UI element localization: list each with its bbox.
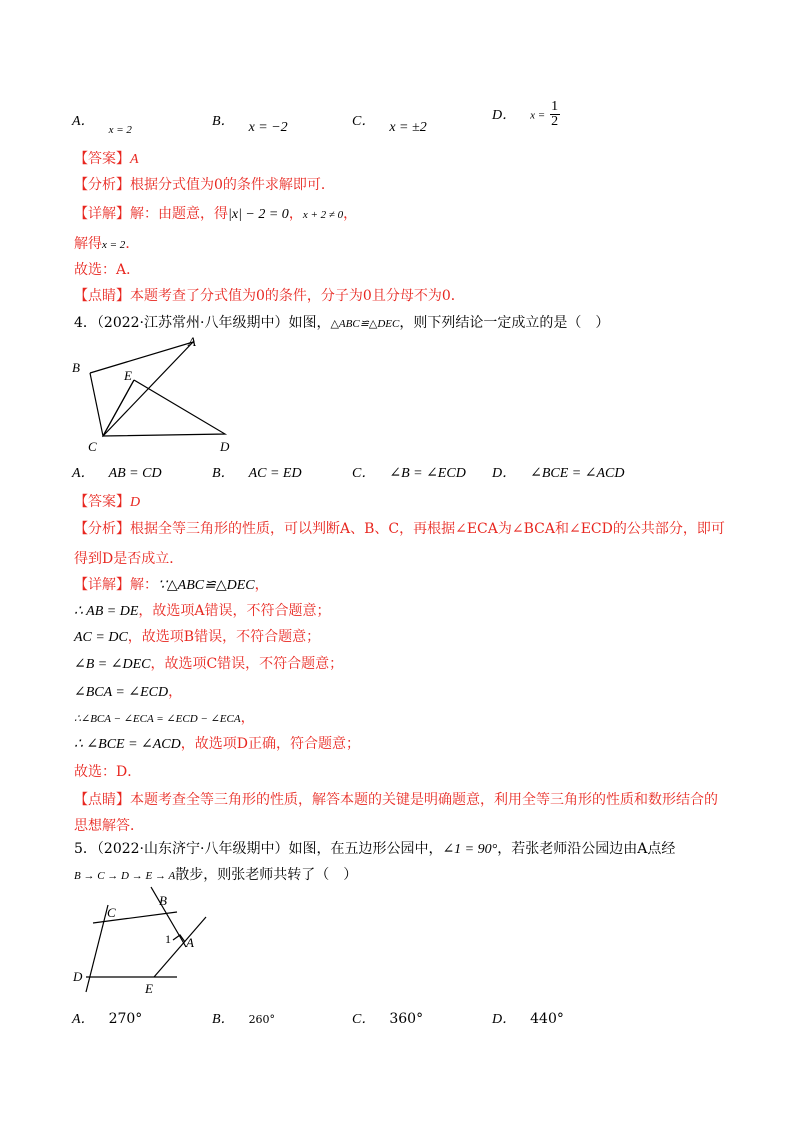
question-end: ，则下列结论一定成立的是（ ） [399, 315, 610, 331]
q4-analysis-line-2: 得到D是否成立． [74, 551, 184, 567]
step-text: ，故选项D正确，符合题意； [180, 736, 360, 752]
question-source: （2022·江苏常州·八年级期中）如图， [96, 315, 331, 331]
answer-tag: 【答案】 [74, 494, 130, 510]
option-label: D． [492, 107, 517, 123]
option-label: C． [352, 466, 376, 481]
triangle-dec [103, 380, 225, 436]
option-value-prefix: x = [530, 109, 546, 122]
right-angle-mark [173, 935, 185, 942]
label-d: D [73, 969, 83, 984]
step-equation: ∴∠BCA − ∠ECA = ∠ECD − ∠ECA [74, 713, 241, 725]
option-label: D． [492, 1012, 517, 1027]
option-label: A． [72, 466, 95, 481]
question-end: ，若张老师沿公园边由A点经 [497, 841, 676, 857]
question-equation: ∠1 = 90° [442, 842, 498, 857]
label-b: B [72, 360, 80, 375]
label-a: A [188, 334, 196, 349]
option-value: ∠BCE = ∠ACD [530, 466, 625, 481]
option-value: ∠B = ∠ECD [389, 466, 466, 481]
comment-text: 本题考查全等三角形的性质，解答本题的关键是明确题意，利用全等三角形的性质和数形结合的 [130, 792, 718, 808]
analysis-tag: 【分析】 [74, 521, 130, 537]
option-label: C． [352, 1012, 376, 1027]
question-equation: △ABC≌△DEC [330, 318, 400, 330]
detail-equation-1: |x| − 2 = 0 [228, 207, 289, 222]
detail-equation: ∵△ABC≌△DEC [158, 578, 255, 593]
option-label: A． [72, 1012, 95, 1027]
q5-option-c [352, 1008, 423, 1028]
question-number: 5． [74, 841, 97, 857]
solve-end: ． [125, 236, 140, 252]
option-value: AC = ED [248, 466, 302, 481]
solve-text: 解得 [74, 236, 102, 252]
analysis-tag: 【分析】 [74, 177, 130, 193]
q5-option-d [492, 1008, 564, 1028]
q4-option-b [212, 462, 302, 482]
detail-end: ， [254, 577, 269, 593]
option-value: 360° [389, 1011, 424, 1027]
step-text: ，故选项B错误，不符合题意； [127, 629, 321, 645]
option-label: B． [212, 114, 235, 129]
comment-tag: 【点睛】 [74, 792, 130, 808]
detail-text: 解：由题意，得 [130, 206, 228, 222]
detail-tag: 【详解】 [74, 577, 130, 593]
q3-option-c [352, 110, 427, 135]
answer-value: A [130, 152, 139, 167]
q4-detail [74, 574, 269, 594]
option-value: x = 2 [108, 124, 132, 136]
label-angle-1: 1 [165, 932, 171, 946]
label-e: E [124, 368, 132, 383]
question-end: 散步，则张老师共转了（ ） [175, 867, 358, 883]
analysis-text: 根据全等三角形的性质，可以判断A、B、C，再根据∠ECA为∠BCA和∠ECD的公共部分，即可 [130, 521, 725, 537]
step-equation: ∠BCA = ∠ECD [74, 685, 169, 700]
q3-analysis [74, 174, 335, 194]
denominator: 2 [551, 114, 559, 129]
step-equation: ∴ AB = DE [74, 604, 139, 619]
detail-tag: 【详解】 [74, 206, 130, 222]
solve-equation: x = 2 [102, 239, 126, 251]
triangle-abc [90, 342, 193, 436]
option-value: 440° [530, 1011, 564, 1027]
step-equation: AC = DC [74, 630, 128, 645]
detail-equation-2: x + 2 ≠ 0 [302, 209, 344, 221]
option-value: 260° [248, 1013, 276, 1026]
q4-option-d [492, 462, 624, 482]
option-label: D． [492, 466, 517, 481]
q5-stem-line-1 [74, 838, 675, 858]
fraction [550, 100, 560, 129]
option-label: B． [212, 466, 235, 481]
q3-option-a [72, 110, 132, 136]
option-value: AB = CD [108, 466, 162, 481]
q4-stem [74, 312, 609, 332]
step-text: ， [240, 710, 255, 726]
line-dc-extended [86, 905, 108, 992]
option-label: A． [72, 114, 95, 129]
q4-option-a [72, 462, 162, 482]
q3-detail [74, 203, 357, 223]
q4-step-5 [74, 707, 255, 727]
label-b: B [159, 893, 167, 908]
step-text: ，故选项C错误，不符合题意； [150, 656, 344, 672]
route-equation: B → C → D → E → A [74, 870, 176, 882]
label-d: D [220, 439, 230, 454]
q5-figure [65, 885, 220, 1000]
question-source: （2022·山东济宁·八年级期中）如图，在五边形公园中， [96, 841, 443, 857]
label-c: C [88, 439, 97, 454]
q3-comment [74, 285, 465, 305]
q4-analysis-line-1 [74, 518, 725, 538]
q4-comment-line-2: 思想解答． [74, 818, 144, 834]
detail-sep: ， [288, 206, 303, 222]
q4-step-1 [74, 600, 331, 620]
question-number: 4． [74, 315, 97, 331]
step-equation: ∠B = ∠DEC [74, 657, 151, 672]
q5-option-a [72, 1008, 142, 1028]
detail-end: ， [343, 206, 358, 222]
option-label: B． [212, 1012, 235, 1027]
option-value: x = −2 [248, 120, 288, 135]
q4-choose: 故选：D． [74, 764, 142, 780]
comment-text: 本题考查了分式值为0的条件，分子为0且分母不为0． [130, 288, 465, 304]
label-c: C [107, 905, 116, 920]
step-text: ， [168, 684, 183, 700]
q3-choose: 故选：A． [74, 262, 141, 278]
q5-stem-line-2 [74, 864, 357, 884]
option-label: C． [352, 114, 376, 129]
q4-step-2 [74, 626, 320, 646]
q3-answer [74, 148, 139, 168]
step-equation: ∴ ∠BCE = ∠ACD [74, 737, 181, 752]
answer-value: D [130, 495, 141, 510]
q3-solve [74, 233, 139, 253]
q5-option-b [212, 1008, 275, 1028]
q4-step-6 [74, 733, 360, 753]
option-value: x = ±2 [389, 120, 427, 135]
q4-step-4 [74, 681, 182, 701]
option-value: 270° [108, 1011, 143, 1027]
detail-text: 解： [130, 577, 158, 593]
q4-comment-line-1 [74, 789, 718, 809]
line-ae-extended [154, 917, 206, 977]
q4-step-3 [74, 653, 343, 673]
numerator: 1 [551, 99, 559, 114]
label-a: A [186, 935, 194, 950]
q3-option-d [492, 100, 560, 129]
label-e: E [145, 981, 153, 996]
comment-tag: 【点睛】 [74, 288, 130, 304]
analysis-text: 根据分式值为0的条件求解即可． [130, 177, 335, 193]
answer-tag: 【答案】 [74, 151, 130, 167]
q4-option-c [352, 462, 466, 482]
q4-figure [60, 330, 250, 460]
step-text: ，故选项A错误，不符合题意； [138, 603, 331, 619]
q3-option-b [212, 110, 288, 135]
q4-answer [74, 491, 140, 511]
